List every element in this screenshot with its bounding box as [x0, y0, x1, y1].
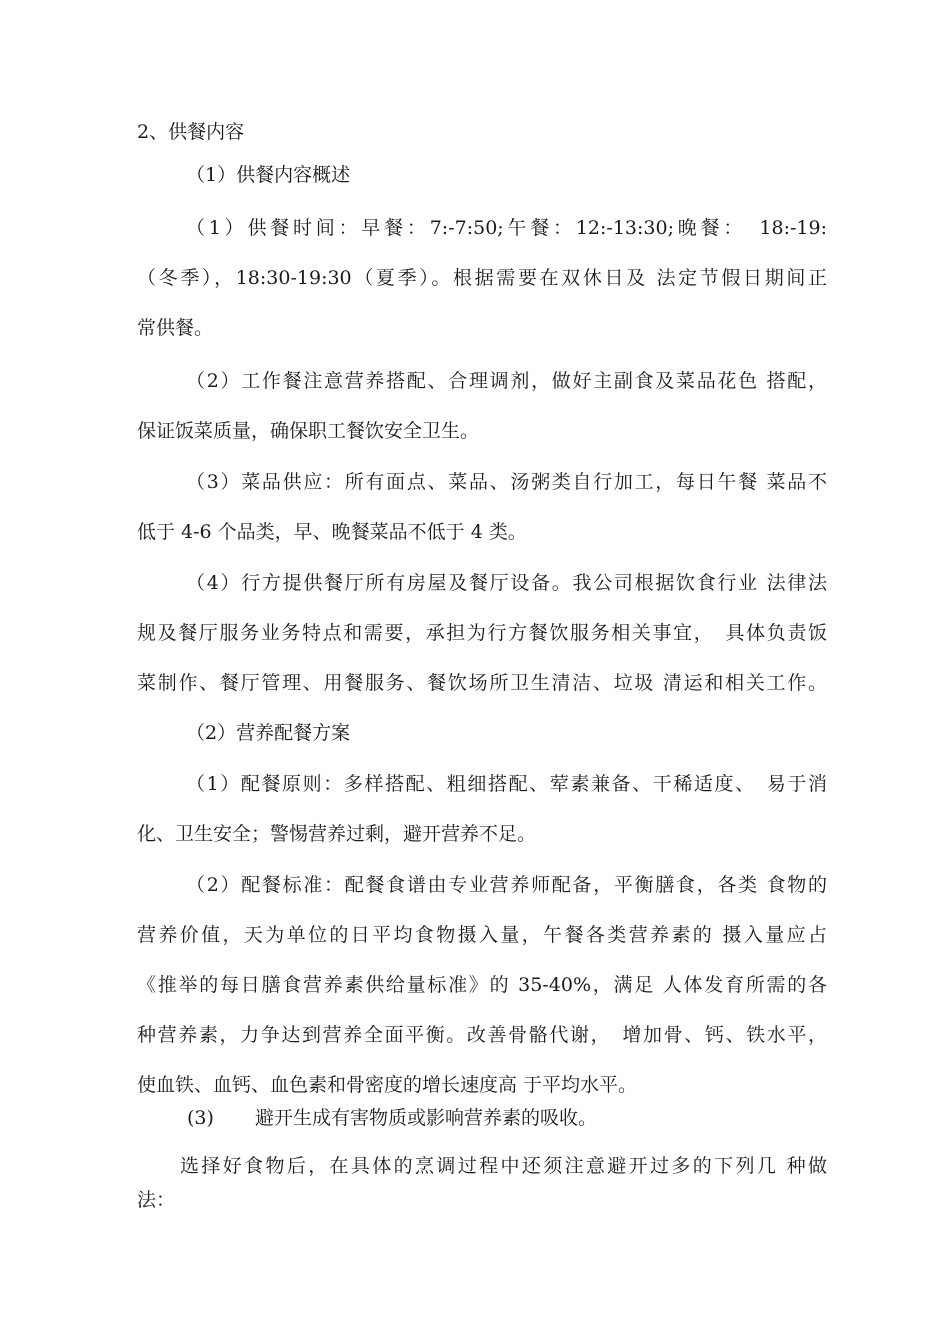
- paragraph-line: 营养价值，天为单位的日平均食物摄入量，午餐各类营养素的 摄入量应占: [137, 924, 827, 946]
- paragraph-line: （冬季），18:30-19:30（夏季）。根据需要在双休日及 法定节假日期间正: [137, 267, 827, 289]
- subsection-heading-overview: （1）供餐内容概述: [186, 164, 351, 186]
- paragraph-line: 法：: [137, 1189, 176, 1211]
- paragraph-line: （1）供餐时间：早餐：7:-7:50;午餐：12:-13:30;晚餐： 18:-19:: [186, 217, 827, 239]
- paragraph-line: （2）配餐标准：配餐食谱由专业营养师配备，平衡膳食，各类 食物的: [186, 874, 827, 896]
- paragraph-line: 选择好食物后，在具体的烹调过程中还须注意避开过多的下列几 种做: [180, 1155, 827, 1177]
- list-item-3: [187, 1105, 597, 1131]
- paragraph-line: 使血铁、血钙、血色素和骨密度的增长速度高 于平均水平。: [137, 1074, 638, 1096]
- paragraph-line: 低于 4-6 个品类，早、晚餐菜品不低于 4 类。: [137, 521, 527, 543]
- paragraph-line: （2）工作餐注意营养搭配、合理调剂，做好主副食及菜品花色 搭配，: [186, 370, 827, 392]
- list-item-text: 避开生成有害物质或影响营养素的吸收。: [255, 1107, 598, 1129]
- list-item-number: (3): [187, 1107, 214, 1129]
- paragraph-line: （1）配餐原则：多样搭配、粗细搭配、荤素兼备、干稀适度、 易于消: [186, 773, 827, 795]
- paragraph-line: 保证饭菜质量，确保职工餐饮安全卫生。: [137, 420, 480, 442]
- paragraph-line: 规及餐厅服务业务特点和需要，承担为行方餐饮服务相关事宜， 具体负责饭: [137, 622, 827, 644]
- paragraph-line: （4）行方提供餐厅所有房屋及餐厅设备。我公司根据饮食行业 法律法: [186, 572, 827, 594]
- paragraph-line: 常供餐。: [137, 317, 214, 339]
- paragraph-line: 化、卫生安全；警惕营养过剩，避开营养不足。: [137, 823, 537, 845]
- paragraph-line: 《推举的每日膳食营养素供给量标准》的 35-40%，满足 人体发育所需的各: [137, 974, 827, 996]
- section-heading: 2、供餐内容: [137, 121, 245, 143]
- paragraph-line: 菜制作、餐厅管理、用餐服务、餐饮场所卫生清洁、垃圾 清运和相关工作。: [137, 672, 827, 694]
- paragraph-line: （3）菜品供应：所有面点、菜品、汤粥类自行加工，每日午餐 菜品不: [186, 471, 827, 493]
- subsection-heading-nutrition: （2）营养配餐方案: [186, 722, 351, 744]
- paragraph-line: 种营养素，力争达到营养全面平衡。改善骨骼代谢， 增加骨、钙、铁水平，: [137, 1024, 827, 1046]
